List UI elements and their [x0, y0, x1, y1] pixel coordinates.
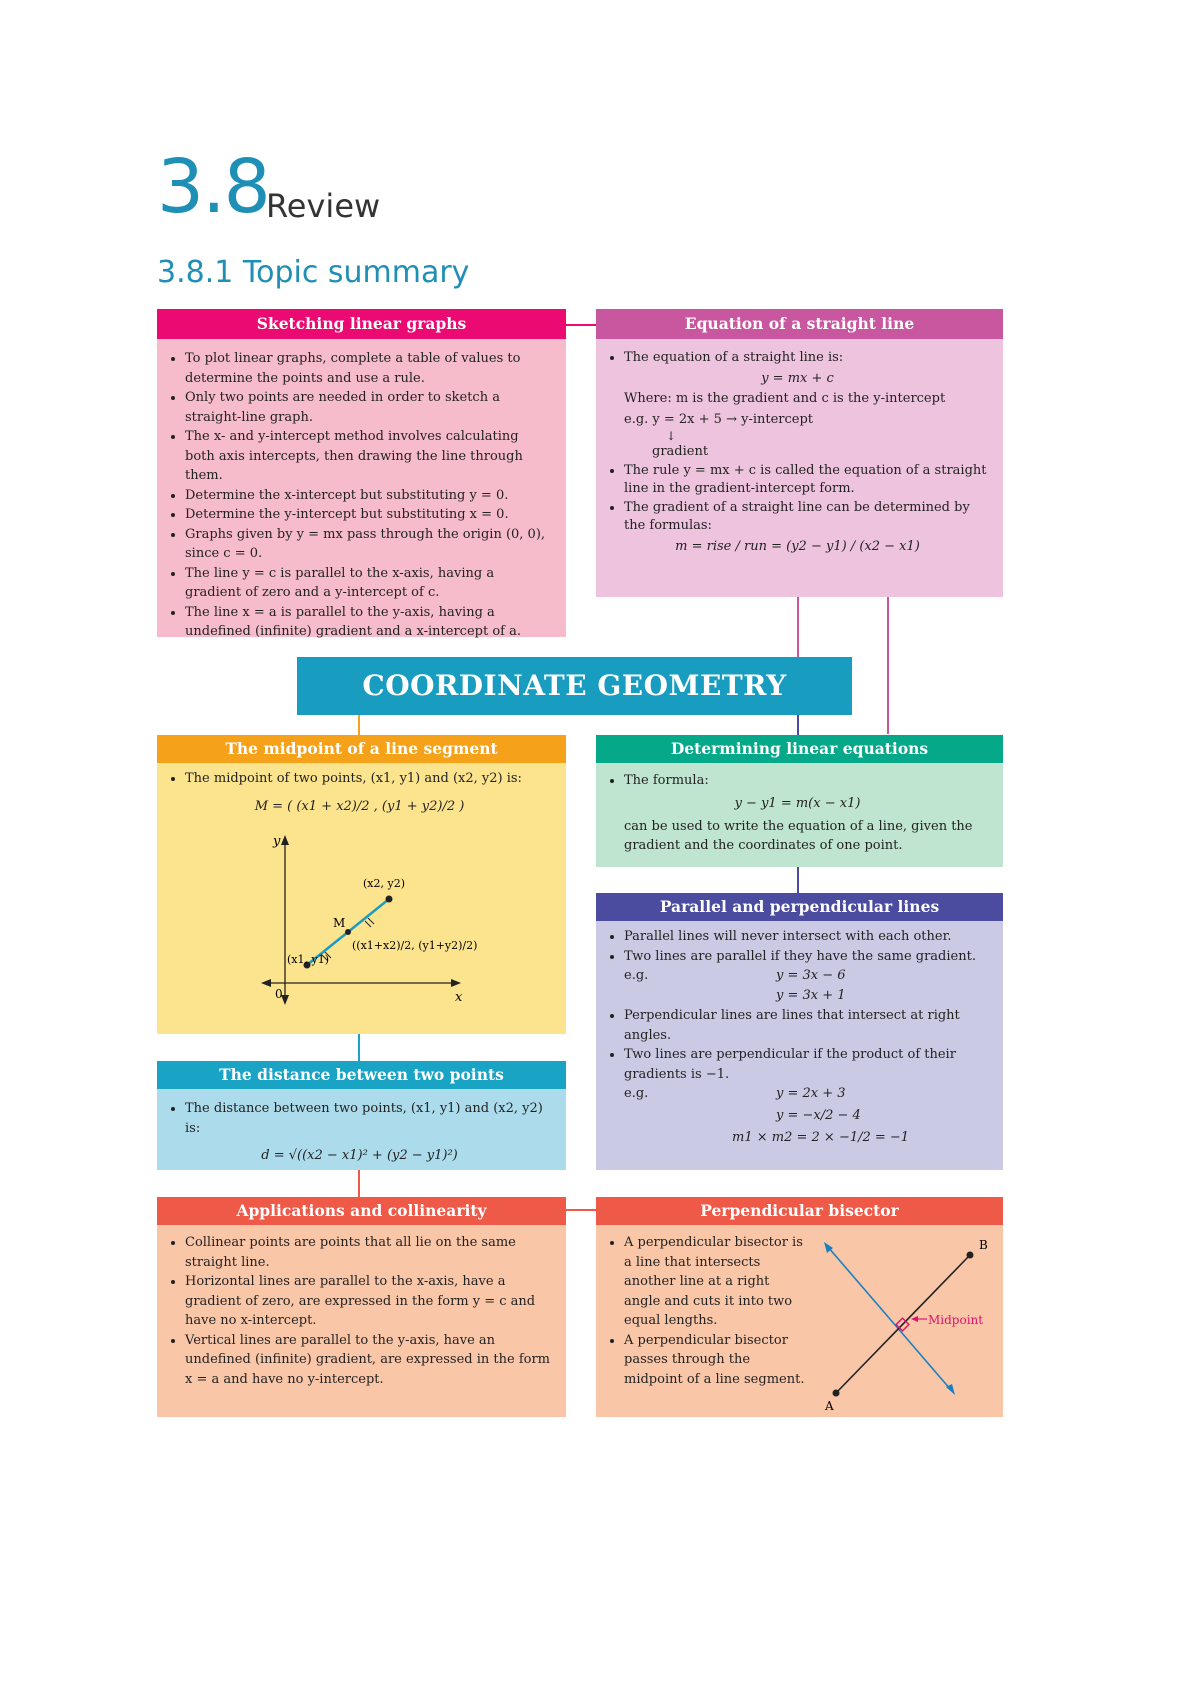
connector-mid-dist	[358, 1034, 360, 1061]
bisector-title: Perpendicular bisector	[596, 1197, 1003, 1225]
list-item: • Parallel lines will never intersect with each other.	[624, 927, 987, 947]
list-item: • The midpoint of two points, (x1, y1) and (x2, y2) is:	[185, 769, 550, 789]
midpoint-title: The midpoint of a line segment	[157, 735, 566, 763]
connector-eq-right	[887, 597, 889, 734]
equation-title: Equation of a straight line	[596, 309, 1003, 339]
connector-det-par	[797, 867, 799, 893]
connector-center-det	[797, 715, 799, 735]
y-axis-label: y	[273, 834, 281, 849]
x-axis-label: x	[455, 990, 463, 1005]
formula-point-gradient: y − y1 = m(x − x1)	[734, 796, 861, 811]
mid-coord-label: ((x1+x2)/2, (y1+y2)/2)	[352, 939, 478, 952]
midpoint-label: Midpoint	[928, 1313, 984, 1327]
list-item: • The distance between two points, (x1, y1) and (x2, y2) is:	[185, 1099, 550, 1138]
list-item: • The gradient of a straight line can be determined by the formulas:	[624, 499, 987, 536]
list-item: • Determine the y-intercept but substituting x = 0.	[185, 505, 550, 525]
list-item: • The line y = c is parallel to the x-axis, having a gradient of zero and a y-intercept of c.	[185, 564, 550, 603]
eg-line: m1 × m2 = 2 × −1/2 = −1	[732, 1130, 910, 1145]
list-item: • The x- and y-intercept method involves calculating both axis intercepts, then drawing the line through them.	[185, 427, 550, 486]
equation-box	[596, 309, 1003, 597]
section-title: Review	[266, 187, 381, 225]
applications-box	[157, 1197, 566, 1417]
determining-text: can be used to write the equation of a line, given the gradient and the coordinates of one point.	[624, 819, 973, 853]
example-text: e.g. y = 2x + 5 → y-intercept	[624, 411, 814, 427]
eg-line: y = 3x − 6	[776, 968, 846, 983]
list-item: • To plot linear graphs, complete a table of values to determine the points and use a rule.	[185, 349, 550, 388]
point-b-label: B	[979, 1238, 988, 1252]
connector-center-mid	[358, 715, 360, 735]
eg-label: e.g.	[624, 1086, 649, 1101]
m-label: M	[333, 916, 346, 930]
connector-bottom	[564, 1209, 596, 1211]
list-item: • The rule y = mx + c is called the equation of a straight line in the gradient-intercept form.	[624, 462, 987, 499]
sketching-box	[157, 309, 566, 637]
list-item: • A perpendicular bisector is a line that intersects another line at a right angle and cuts it into two equal lengths.	[624, 1233, 808, 1331]
list-item: • The formula:	[624, 771, 987, 790]
list-item: • Collinear points are points that all lie on the same straight line.	[185, 1233, 550, 1272]
eg-line: y = 2x + 3	[776, 1086, 846, 1101]
midpoint-graph	[157, 831, 566, 1031]
applications-title: Applications and collinearity	[157, 1197, 566, 1225]
gradient-label: gradient	[652, 444, 709, 459]
list-item: • Graphs given by y = mx pass through the origin (0, 0), since c = 0.	[185, 525, 550, 564]
connector-eq-center	[797, 597, 799, 657]
eg-line: y = −x/2 − 4	[776, 1108, 861, 1123]
formula-distance: d = √((x2 − x1)² + (y2 − y1)²)	[261, 1148, 458, 1163]
list-item: • The line x = a is parallel to the y-axis, having a undefined (infinite) gradient and a x-intercept of a.	[185, 603, 550, 642]
list-item: • Two lines are perpendicular if the product of their gradients is −1.	[624, 1045, 987, 1084]
parallel-box	[596, 893, 1003, 1170]
distance-title: The distance between two points	[157, 1061, 566, 1089]
formula-gradient: m = rise / run = (y2 − y1) / (x2 − x1)	[675, 538, 920, 554]
eg-line: y = 3x + 1	[776, 988, 846, 1003]
arrow-down-icon: ↓	[666, 429, 677, 443]
origin-label: 0	[275, 987, 283, 1001]
parallel-title: Parallel and perpendicular lines	[596, 893, 1003, 921]
where-text: Where: m is the gradient and c is the y-intercept	[624, 391, 946, 406]
point-a-label: A	[825, 1399, 834, 1413]
list-item: • Determine the x-intercept but substituting y = 0.	[185, 486, 550, 506]
midpoint-box	[157, 735, 566, 1034]
p1-label: (x1, y1)	[287, 953, 329, 966]
list-item: • Two lines are parallel if they have the same gradient.	[624, 947, 987, 967]
main-title: COORDINATE GEOMETRY	[297, 657, 852, 715]
eg-label: e.g.	[624, 968, 649, 983]
formula-midpoint: M = ( (x1 + x2)/2 , (y1 + y2)/2 )	[254, 798, 465, 814]
sketching-title: Sketching linear graphs	[157, 309, 566, 339]
connector-top	[566, 324, 596, 326]
distance-box	[157, 1061, 566, 1170]
list-item: • Perpendicular lines are lines that intersect at right angles.	[624, 1006, 987, 1045]
determining-title: Determining linear equations	[596, 735, 1003, 763]
bisector-diagram	[803, 1227, 1003, 1417]
subsection-title: 3.8.1 Topic summary	[157, 255, 470, 290]
determining-box	[596, 735, 1003, 867]
list-item: • Only two points are needed in order to sketch a straight-line graph.	[185, 388, 550, 427]
sketching-list	[169, 349, 550, 642]
list-item: • Horizontal lines are parallel to the x-axis, have a gradient of zero, are expressed in the form y = c and have no x-intercept.	[185, 1272, 550, 1331]
list-item: • The equation of a straight line is:	[624, 349, 987, 368]
formula-slope-intercept: y = mx + c	[761, 370, 834, 386]
list-item: • A perpendicular bisector passes through the midpoint of a line segment.	[624, 1331, 808, 1390]
p2-label: (x2, y2)	[363, 877, 405, 890]
section-number: 3.8	[157, 144, 269, 230]
bisector-box	[596, 1197, 1003, 1417]
list-item: • Vertical lines are parallel to the y-axis, have an undefined (infinite) gradient, are expressed in the form x = a and have no y-intercept.	[185, 1331, 550, 1390]
